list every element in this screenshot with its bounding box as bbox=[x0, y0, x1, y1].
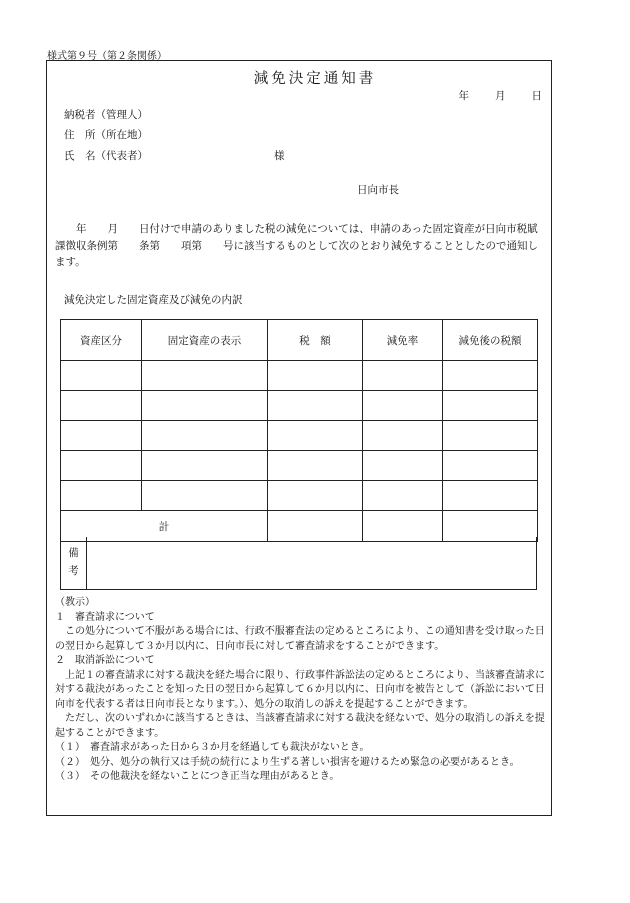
col-reduction-rate: 減免率 bbox=[363, 320, 443, 361]
table-cell bbox=[268, 421, 363, 451]
table-cell bbox=[142, 361, 268, 391]
table-row bbox=[61, 361, 538, 391]
table-cell bbox=[61, 421, 142, 451]
table-cell bbox=[363, 481, 443, 511]
item2-text: 上記１の審査請求に対する裁決を経た場合に限り、行政事件訴訟法の定めるところにより、当該審査請求に対する裁決があったことを知った日の翌日から起算して６か月以内に、日向市を被告として（訴訟において日向市を代表する者は日向市長となります。）、処分の取消しの訴えを提起することができます。 bbox=[55, 669, 545, 710]
table-cell bbox=[268, 451, 363, 481]
table-cell bbox=[363, 361, 443, 391]
table-cell bbox=[268, 481, 363, 511]
item2-title: ２ 取消訴訟について bbox=[55, 655, 155, 666]
table-row bbox=[61, 421, 538, 451]
honorific: 様 bbox=[274, 150, 285, 162]
sub-item-2: （２） 処分、処分の執行又は手続の続行により生ずる著しい損害を避けるため緊急の必要があるとき。 bbox=[55, 756, 520, 768]
taxpayer-label: 納税者（管理人） bbox=[64, 109, 148, 121]
table-cell bbox=[268, 361, 363, 391]
table-cell bbox=[443, 421, 538, 451]
table-cell bbox=[142, 451, 268, 481]
table-cell bbox=[363, 421, 443, 451]
table-header-row bbox=[61, 320, 538, 361]
table-row bbox=[61, 451, 538, 481]
item1-text: この処分について不服がある場合には、行政不服審査法の定めるところにより、この通知書を受け取った日の翌日から起算して３か月以内に、日向市長に対して審査請求をすることができます。 bbox=[55, 626, 545, 652]
table-cell bbox=[61, 391, 142, 421]
document-title: 減免決定通知書 bbox=[253, 71, 377, 87]
instructions-heading: （教示） bbox=[55, 597, 95, 608]
table-cell bbox=[443, 361, 538, 391]
date-year: 年 bbox=[458, 90, 469, 102]
remarks-box bbox=[60, 537, 537, 590]
table-cell bbox=[363, 391, 443, 421]
breakdown-table bbox=[60, 319, 538, 542]
table-cell bbox=[268, 391, 363, 421]
table-cell bbox=[61, 451, 142, 481]
col-asset-category: 資産区分 bbox=[61, 320, 142, 361]
instructions-section bbox=[55, 596, 547, 785]
table-cell bbox=[443, 451, 538, 481]
item2-text-2: ただし、次のいずれかに該当するときは、当該審査請求に対する裁決を経ないで、処分の取消しの訴えを提起することができます。 bbox=[55, 713, 545, 739]
form-number: 様式第９号（第２条関係） bbox=[47, 51, 167, 62]
sub-item-1: （１） 審査請求があった日から３か月を経過しても裁決がないとき。 bbox=[55, 742, 370, 753]
date-day: 日 bbox=[531, 90, 542, 102]
table-cell bbox=[142, 391, 268, 421]
address-label: 住 所（所在地） bbox=[64, 129, 148, 141]
col-asset-description: 固定資産の表示 bbox=[142, 320, 268, 361]
remarks-label-char-1: 備 bbox=[68, 547, 79, 559]
table-cell bbox=[142, 481, 268, 511]
date-month: 月 bbox=[495, 90, 506, 102]
sub-item-3: （３） その他裁決を経ないことにつき正当な理由があるとき。 bbox=[55, 771, 340, 782]
table-row bbox=[61, 481, 538, 511]
remarks-label-char-2: 考 bbox=[68, 565, 79, 577]
date-line bbox=[459, 88, 543, 103]
col-tax-after-reduction: 減免後の税額 bbox=[443, 320, 538, 361]
name-label: 氏 名（代表者） bbox=[64, 150, 148, 162]
table-cell bbox=[142, 421, 268, 451]
body-paragraph: 年 月 日付けで申請のありました税の減免については、申請のあった固定資産が日向市税賦課徴収条例第 条第 項第 号に該当するものとして次のとおり減免することとしたので通知します。 bbox=[55, 223, 538, 268]
table-row bbox=[61, 391, 538, 421]
issuer: 日向市長 bbox=[357, 184, 399, 196]
table-cell bbox=[443, 481, 538, 511]
table-cell bbox=[61, 481, 142, 511]
table-cell bbox=[61, 361, 142, 391]
table-cell bbox=[363, 451, 443, 481]
remarks-label bbox=[61, 537, 87, 589]
breakdown-caption: 減免決定した固定資産及び減免の内訳 bbox=[64, 294, 243, 306]
total-label: 計 bbox=[61, 511, 268, 542]
item1-title: １ 審査請求について bbox=[55, 611, 155, 623]
table-cell bbox=[443, 391, 538, 421]
col-tax-amount: 税 額 bbox=[268, 320, 363, 361]
